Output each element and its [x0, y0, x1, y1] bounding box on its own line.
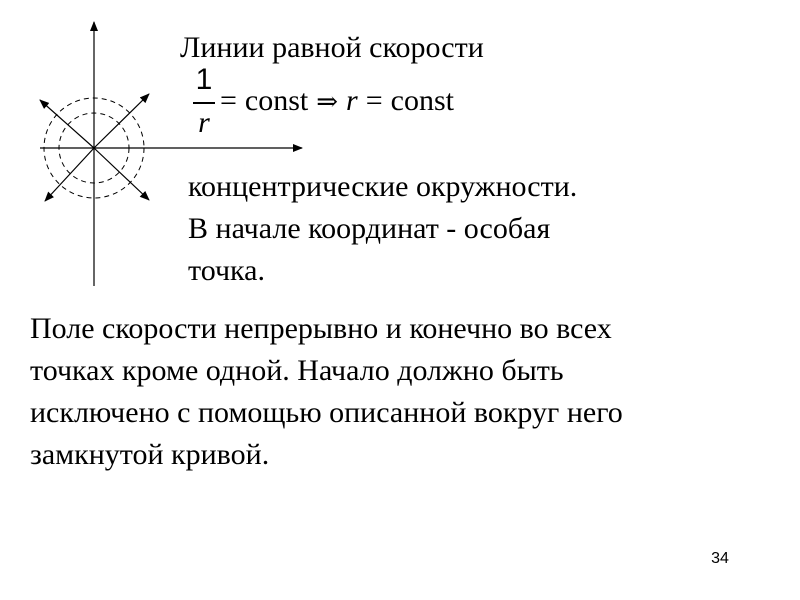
radius-variable: r [346, 84, 358, 117]
slide-title: Линии равной скорости [180, 31, 484, 64]
main-paragraph [30, 308, 770, 476]
paragraph-line: замкнутой кривой. [30, 438, 270, 471]
const-term: const [244, 84, 309, 117]
radial-arrow-upper-left [40, 100, 94, 148]
radial-arrow-upper-right [94, 94, 149, 148]
fraction-denominator: r [198, 106, 210, 139]
paragraph-line: исключено с помощью описанной вокруг него [30, 396, 623, 429]
fraction-bar [193, 102, 215, 104]
description-line: концентрические окружности. [188, 170, 578, 203]
description-line: В начале координат - особая [188, 212, 551, 245]
const-term: const [390, 84, 454, 117]
equals-sign: = [220, 84, 237, 117]
paragraph-line: Поле скорости непрерывно и конечно во всех [30, 312, 612, 345]
radial-arrow-lower-right [94, 148, 149, 200]
radial-arrow-lower-left [45, 148, 94, 201]
paragraph-line: точках кроме одной. Начало должно быть [30, 354, 564, 387]
formula-rest [220, 84, 454, 119]
description-line: точка. [188, 254, 265, 287]
implies-symbol: ⇒ [316, 87, 339, 117]
description [188, 166, 668, 292]
fraction-numerator: 1 [195, 63, 213, 96]
page-number: 34 [711, 550, 729, 567]
equals-sign: = [365, 84, 383, 117]
